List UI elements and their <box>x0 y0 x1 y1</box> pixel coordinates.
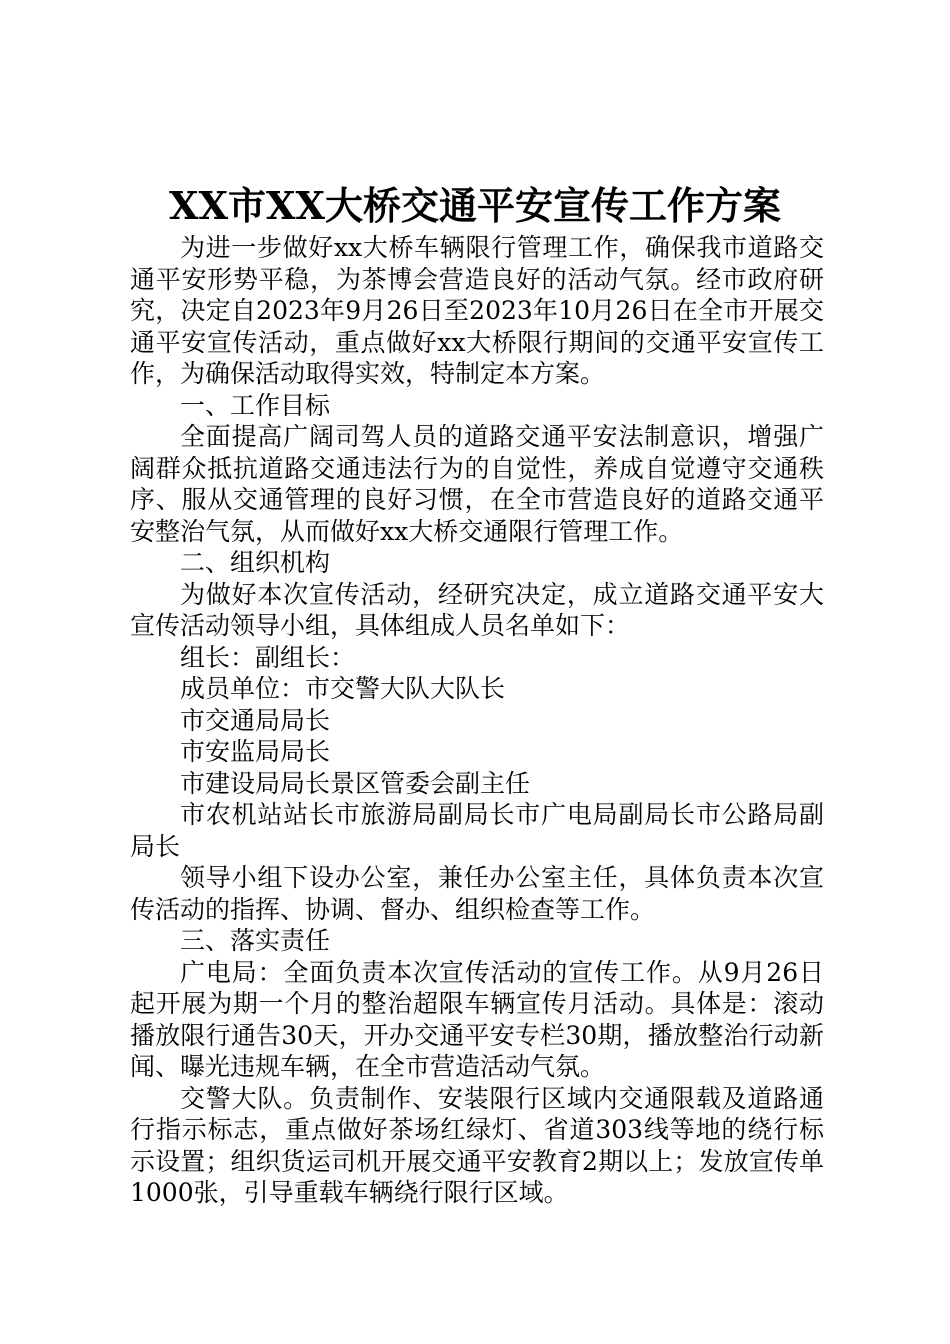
document-title: XX市XX大桥交通平安宣传工作方案 <box>169 183 781 228</box>
document-body <box>130 232 824 1209</box>
section-heading-responsibility: 三、落实责任 <box>180 926 331 955</box>
leader-line: 组长：副组长： <box>180 642 356 672</box>
member-line: 成员单位：市交警大队大队长 <box>180 674 506 703</box>
goals-paragraph: 全面提高广阔司驾人员的道路交通平安法制意识，增强广阔群众抵抗道路交通违法行为的自觉性，养成自觉遵守交通秩序、服从交通管理的良好习惯，在全市营造良好的道路交通平安整治气氛，从而做好xx大桥交通限行管理工作。 <box>130 422 824 546</box>
section-heading-goals: 一、工作目标 <box>180 390 331 420</box>
office-paragraph: 领导小组下设办公室，兼任办公室主任，具体负责本次宣传活动的指挥、协调、督办、组织检查等工作。 <box>130 863 824 924</box>
member-line: 市交通局局长 <box>180 705 331 735</box>
section-heading-organization: 二、组织机构 <box>180 548 331 577</box>
broadcast-bureau-paragraph: 广电局：全面负责本次宣传活动的宣传工作。从9月26日起开展为期一个月的整治超限车辆宣传月活动。具体是：滚动播放限行通告30天，开办交通平安专栏30期，播放整治行动新闻、曝光违规车辆，在全市营造活动气氛。 <box>130 957 824 1081</box>
member-line: 市建设局局长景区管委会副主任 <box>180 768 531 798</box>
intro-paragraph: 为进一步做好xx大桥车辆限行管理工作，确保我市道路交通平安形势平稳，为茶博会营造良好的活动气氛。经市政府研究，决定自2023年9月26日至2023年10月26日在全市开展交通平安宣传活动，重点做好xx大桥限行期间的交通平安宣传工作，为确保活动取得实效，特制定本方案。 <box>130 233 824 388</box>
organization-paragraph: 为做好本次宣传活动，经研究决定，成立道路交通平安大宣传活动领导小组，具体组成人员名单如下： <box>130 579 824 640</box>
member-line: 市安监局局长 <box>180 737 331 766</box>
traffic-police-paragraph: 交警大队。负责制作、安装限行区域内交通限载及道路通行指示标志，重点做好茶场红绿灯、省道303线等地的绕行标示设置；组织货运司机开展交通平安教育2期以上；发放宣传单1000张，引导重载车辆绕行限行区域。 <box>130 1083 824 1207</box>
member-line: 市农机站站长市旅游局副局长市广电局副局长市公路局副局长 <box>130 800 824 861</box>
